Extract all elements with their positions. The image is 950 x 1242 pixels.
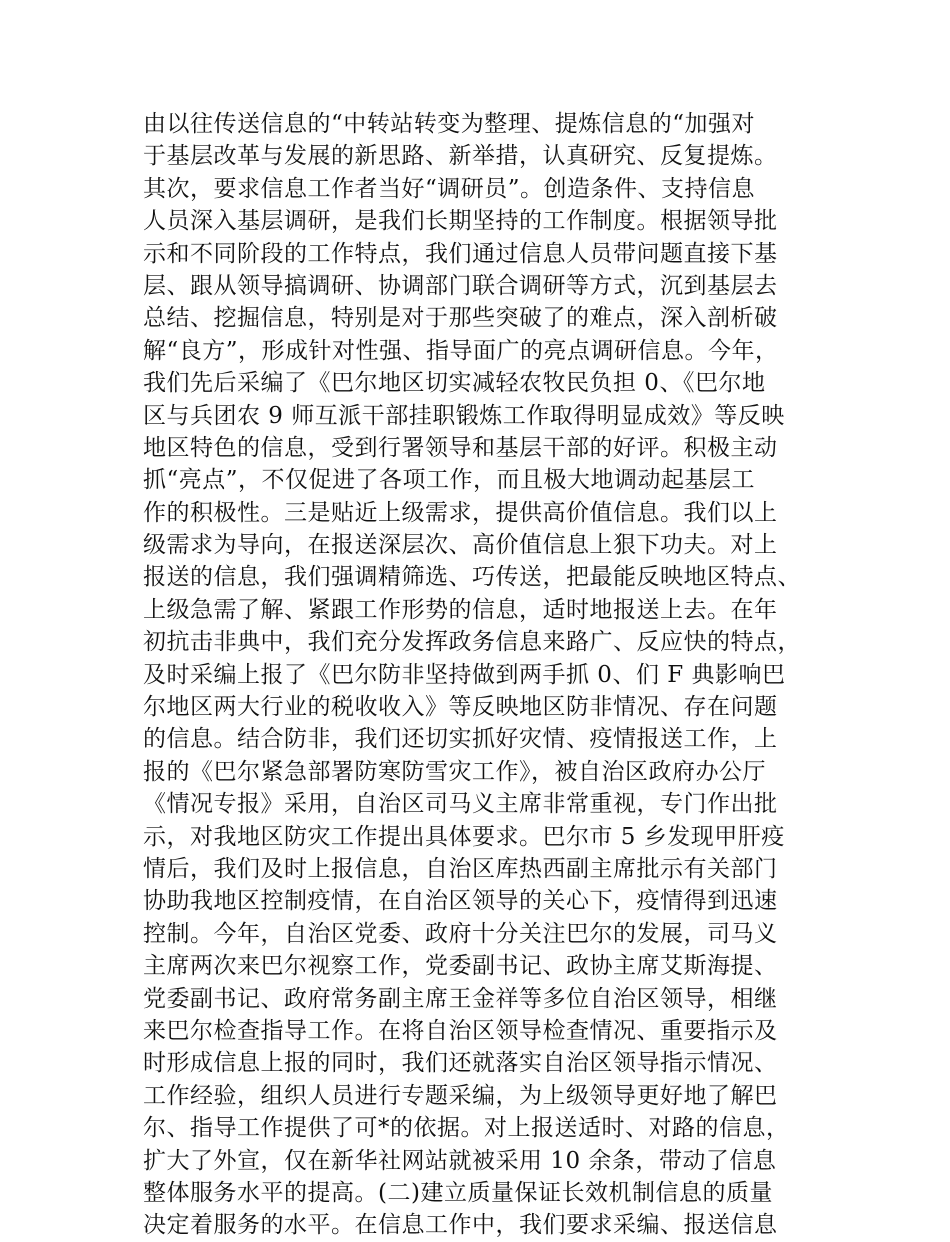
text-line: 情后，我们及时上报信息，自治区库热西副主席批示有关部门 [143,855,778,882]
text-line: 总结、挖掘信息，特别是对于那些突破了的难点，深入剖析破 [143,305,778,332]
text-line: 解“良方”，形成针对性强、指导面广的亮点调研信息。今年， [143,337,779,364]
text-line: 我们先后采编了《巴尔地区切实减轻农牧民负担 0、《巴尔地 [143,370,766,397]
text-line: 尔、指导工作提供了可*的依据。对上报送适时、对路的信息， [143,1115,790,1142]
text-line: 控制。今年，自治区党委、政府十分关注巴尔的发展，司马义 [143,920,778,947]
text-line: 的信息。结合防非，我们还切实抓好灾情、疫情报送工作，上 [143,726,778,753]
text-line: 上级急需了解、紧跟工作形势的信息，适时地报送上去。在年 [143,596,778,623]
text-line: 人员深入基层调研，是我们长期坚持的工作制度。根据领导批 [143,208,778,235]
text-line: 报送的信息，我们强调精筛选、巧传送，把最能反映地区特点、 [143,564,801,591]
text-line: 时形成信息上报的同时，我们还就落实自治区领导指示情况、 [143,1050,778,1077]
text-line: 初抗击非典中，我们充分发挥政务信息来路广、反应快的特点， [143,629,801,656]
text-line: 主席两次来巴尔视察工作，党委副书记、政协主席艾斯海提、 [143,953,778,980]
text-line: 示，对我地区防灾工作提出具体要求。巴尔市 5 乡发现甲肝疫 [143,823,785,850]
text-line: 来巴尔检查指导工作。在将自治区领导检查情况、重要指示及 [143,1017,778,1044]
text-line: 决定着服务的水平。在信息工作中，我们要求采编、报送信息 [143,1212,778,1239]
text-line: 层、跟从领导搞调研、协调部门联合调研等方式，沉到基层去 [143,272,778,299]
text-line: 扩大了外宣，仅在新华社网站就被采用 10 余条，带动了信息 [143,1147,777,1174]
text-line: 作的积极性。三是贴近上级需求，提供高价值信息。我们以上 [143,499,778,526]
text-line: 协助我地区控制疫情，在自治区领导的关心下，疫情得到迅速 [143,888,778,915]
text-line: 《情况专报》采用，自治区司马义主席非常重视，专门作出批 [143,791,778,818]
text-line: 级需求为导向，在报送深层次、高价值信息上狠下功夫。对上 [143,532,778,559]
text-line: 及时采编上报了《巴尔防非坚持做到两手抓 0、们 F 典影响巴 [143,661,786,688]
text-line: 尔地区两大行业的税收收入》等反映地区防非情况、存在问题 [143,694,778,721]
text-line: 区与兵团农 9 师互派干部挂职锻炼工作取得明显成效》等反映 [143,402,785,429]
text-line: 整体服务水平的提高。(二)建立质量保证长效机制信息的质量 [143,1179,773,1206]
text-line: 示和不同阶段的工作特点，我们通过信息人员带问题直接下基 [143,240,778,267]
text-line: 抓“亮点”，不仅促进了各项工作，而且极大地调动起基层工 [143,467,756,494]
text-line: 地区特色的信息，受到行署领导和基层干部的好评。积极主动 [143,434,778,461]
text-line: 工作经验，组织人员进行专题采编，为上级领导更好地了解巴 [143,1082,778,1109]
text-line: 党委副书记、政府常务副主席王金祥等多位自治区领导，相继 [143,985,778,1012]
text-line: 于基层改革与发展的新思路、新举措，认真研究、反复提炼。 [143,143,778,170]
body-text [143,108,843,1242]
text-line: 报的《巴尔紧急部署防寒防雪灾工作》，被自治区政府办公厅 [143,758,766,785]
text-line: 由以往传送信息的“中转站转变为整理、提炼信息的“加强对 [143,111,756,137]
text-line: 其次，要求信息工作者当好“调研员”。创造条件、支持信息 [143,175,756,202]
